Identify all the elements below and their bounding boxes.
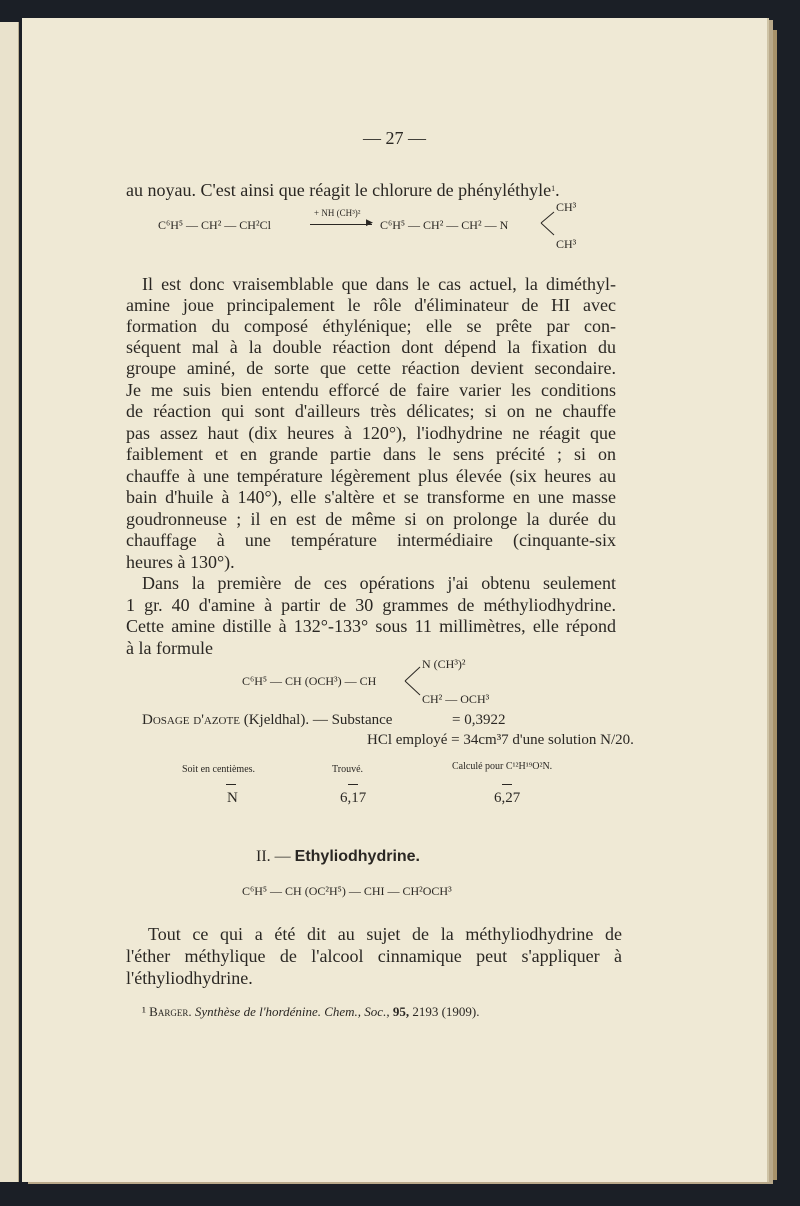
section-title: Ethyliodhydrine. bbox=[294, 848, 420, 865]
dosage-line bbox=[142, 712, 392, 729]
reaction1-arrow bbox=[310, 224, 372, 225]
para2-line: à la formule bbox=[126, 638, 213, 658]
para1-line: amine joue principalement le rôle d'éliminateur de HI avec bbox=[126, 295, 616, 315]
para1-line: bain d'huile à 140°), elle s'altère et se transforme en une masse bbox=[126, 487, 616, 507]
para1-line: goudronneuse ; il en est de même si on prolonge la durée du bbox=[126, 509, 616, 529]
para2-line: 1 gr. 40 d'amine à partir de 30 grammes de méthyliodhydrine. bbox=[126, 595, 616, 615]
dosage-method: (Kjeldhal). — Substance bbox=[243, 712, 393, 728]
substance-value: = 0,3922 bbox=[452, 712, 506, 728]
reaction1-reagent: + NH (CH³)² bbox=[314, 208, 361, 218]
para1-line: chauffage à une température intermédiaire (cinquante-six bbox=[126, 530, 616, 550]
para1-line: heures à 130°). bbox=[126, 552, 235, 572]
reaction1-left: C⁶H⁵ — CH² — CH²Cl bbox=[158, 218, 271, 232]
table-row: 6,27 bbox=[494, 790, 521, 806]
para1-line: chauffe à une température légèrement plus élevée (six heures au bbox=[126, 466, 616, 486]
para1-line: groupe aminé, de sorte que cette réaction devient secondaire. bbox=[126, 358, 616, 378]
footnote: ¹ Barger. Synthèse de l'hordénine. Chem., Soc., 95, 2193 (1909). bbox=[142, 1004, 480, 1019]
table-row: 6,17 bbox=[340, 790, 367, 806]
section-number: II. — bbox=[256, 848, 291, 865]
para3-line: l'éthyliodhydrine. bbox=[126, 968, 253, 988]
formula2-top: N (CH³)² bbox=[422, 657, 466, 671]
reaction1-branch-bottom: CH³ bbox=[556, 237, 577, 251]
table-dash bbox=[348, 784, 358, 785]
para1-line: séquent mal à la double réaction dont dépend la fixation du bbox=[126, 337, 616, 357]
para2-line: Cette amine distille à 132°-133° sous 11 millimètres, elle répond bbox=[126, 616, 616, 636]
arrow-head: ▶ bbox=[366, 217, 373, 227]
formula2-left: C⁶H⁵ — CH (OCH³) — CH bbox=[242, 674, 377, 688]
formula2-branch-lines bbox=[404, 659, 422, 699]
reaction1-branch-lines bbox=[540, 208, 556, 238]
para1-line: pas assez haut (dix heures à 120°), l'iodhydrine ne réagit que bbox=[126, 423, 616, 443]
table-header: Soit en centièmes. bbox=[182, 764, 256, 775]
reaction1-branch-top: CH³ bbox=[556, 200, 577, 214]
para1-line: de réaction qui sont d'ailleurs très délicates; si on ne chauffe bbox=[126, 401, 616, 421]
hcl-line: HCl employé = 34cm³7 d'une solution N/20. bbox=[367, 732, 634, 748]
para2-line: Dans la première de ces opérations j'ai obtenu seulement bbox=[142, 573, 616, 593]
table-header: Calculé pour C¹²H¹⁹O²N. bbox=[452, 761, 553, 772]
book-page bbox=[22, 18, 767, 1182]
para1-line: Je me suis bien entendu efforcé de faire varier les conditions bbox=[126, 380, 616, 400]
page-stack-edge bbox=[767, 30, 777, 1180]
page-number: — 27 — bbox=[363, 128, 426, 148]
para3-line: l'éther méthylique de l'alcool cinnamique peut s'appliquer à bbox=[126, 946, 622, 966]
table-header: Trouvé. bbox=[332, 764, 364, 775]
footnote-ref: 1 bbox=[551, 184, 556, 193]
intro-line: au noyau. C'est ainsi que réagit le chlorure de phényléthyle$^1$. bbox=[126, 180, 560, 200]
para1-line: Il est donc vraisemblable que dans le cas actuel, la diméthyl- bbox=[142, 274, 616, 294]
table-row: N bbox=[227, 790, 238, 806]
table-dash bbox=[502, 784, 512, 785]
section-formula: C⁶H⁵ — CH (OC²H⁵) — CHI — CH²OCH³ bbox=[242, 884, 452, 898]
table-dash bbox=[226, 784, 236, 785]
dosage-label: Dosage d'azote bbox=[142, 712, 240, 728]
section-heading bbox=[256, 848, 420, 866]
formula2-bottom: CH² — OCH³ bbox=[422, 692, 490, 706]
reaction1-right: C⁶H⁵ — CH² — CH² — N bbox=[380, 218, 509, 232]
para1-line: formation du composé éthylénique; elle se prête par con- bbox=[126, 316, 616, 336]
para1-line: faiblement et en grande partie dans le sens précité ; si on bbox=[126, 444, 616, 464]
para3-line: Tout ce qui a été dit au sujet de la méthyliodhydrine de bbox=[148, 924, 622, 944]
facing-page-edge bbox=[0, 22, 19, 1182]
